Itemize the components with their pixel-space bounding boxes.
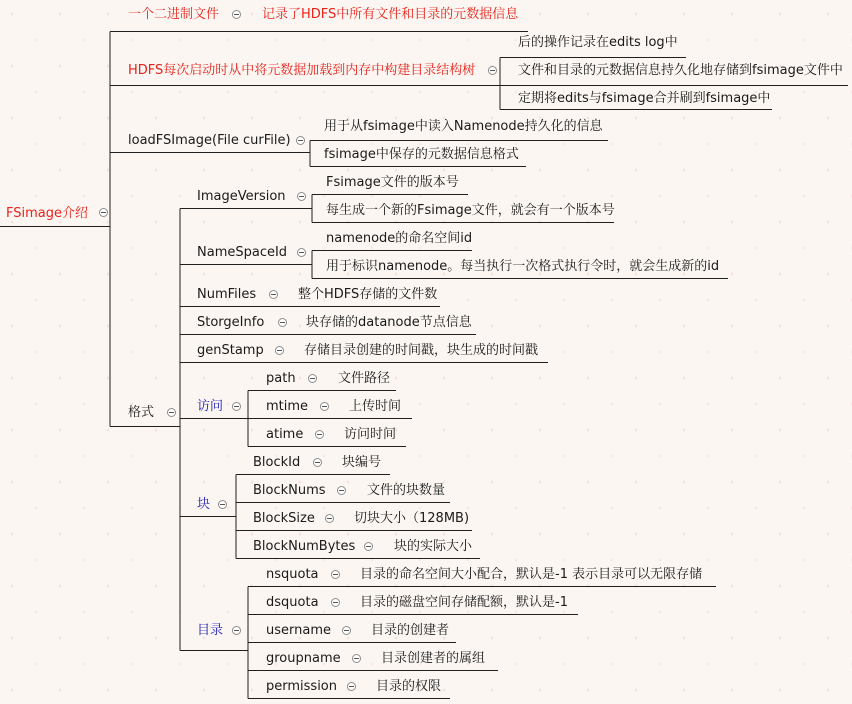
node-imageversion-desc2[interactable]: 每生成一个新的Fsimage文件，就会有一个版本号 xyxy=(326,203,615,218)
node-access-path[interactable]: path xyxy=(266,371,296,386)
node-namespaceid-desc1[interactable]: namenode的命名空间id xyxy=(326,231,473,246)
node-access[interactable]: 访问 xyxy=(197,399,224,414)
collapse-icon[interactable] xyxy=(347,682,356,691)
collapse-icon[interactable] xyxy=(232,10,241,19)
collapse-icon[interactable] xyxy=(232,402,241,411)
root-underline xyxy=(0,32,110,427)
node-blocknumbytes-desc[interactable]: 块的实际大小 xyxy=(394,539,473,554)
node-imageversion-desc1[interactable]: Fsimage文件的版本号 xyxy=(326,175,459,190)
collapse-icon[interactable] xyxy=(342,626,351,635)
node-username-desc[interactable]: 目录的创建者 xyxy=(371,623,450,638)
collapse-icon[interactable] xyxy=(313,458,322,467)
collapse-icon[interactable] xyxy=(488,66,497,75)
collapse-icon[interactable] xyxy=(275,346,284,355)
node-startup-merge[interactable]: 定期将edits与fsimage合并刷到fsimage中 xyxy=(518,91,771,106)
node-genstamp[interactable]: genStamp xyxy=(197,343,264,358)
collapse-icon[interactable] xyxy=(352,654,361,663)
collapse-icon[interactable] xyxy=(232,626,241,635)
node-nsquota-desc[interactable]: 目录的命名空间大小配合，默认是-1 表示目录可以无限存储 xyxy=(360,567,703,582)
collapse-icon[interactable] xyxy=(315,430,324,439)
node-blockid[interactable]: BlockId xyxy=(253,455,301,470)
collapse-icon[interactable] xyxy=(297,248,306,257)
node-loadfsimage-format[interactable]: fsimage中保存的元数据信息格式 xyxy=(324,147,519,162)
collapse-icon[interactable] xyxy=(269,290,278,299)
node-blocksize-desc[interactable]: 切块大小（128MB) xyxy=(354,511,470,526)
collapse-icon[interactable] xyxy=(278,318,287,327)
collapse-icon[interactable] xyxy=(308,374,317,383)
collapse-icon[interactable] xyxy=(218,500,227,509)
node-nsquota[interactable]: nsquota xyxy=(266,567,319,582)
collapse-icon[interactable] xyxy=(325,514,334,523)
node-access-atime-desc[interactable]: 访问时间 xyxy=(344,427,397,442)
node-genstamp-desc[interactable]: 存储目录创建的时间戳，块生成的时间戳 xyxy=(304,343,539,358)
root-node[interactable]: FSimage介绍 xyxy=(6,206,88,221)
node-directory[interactable]: 目录 xyxy=(197,623,224,638)
collapse-icon[interactable] xyxy=(296,136,305,145)
node-imageversion[interactable]: ImageVersion xyxy=(197,189,286,204)
node-loadfsimage-read[interactable]: 用于从fsimage中读入Namenode持久化的信息 xyxy=(324,119,603,134)
node-startup-load[interactable]: HDFS每次启动时从中将元数据加载到内存中构建目录结构树 xyxy=(128,63,476,78)
node-blocksize[interactable]: BlockSize xyxy=(253,511,315,526)
collapse-icon[interactable] xyxy=(297,192,306,201)
node-blocknums-desc[interactable]: 文件的块数量 xyxy=(367,483,446,498)
node-block[interactable]: 块 xyxy=(197,497,211,512)
node-binary-file-desc[interactable]: 记录了HDFS中所有文件和目录的元数据信息 xyxy=(262,7,519,22)
node-blocknums[interactable]: BlockNums xyxy=(253,483,326,498)
node-numfiles[interactable]: NumFiles xyxy=(197,287,257,302)
node-startup-persist[interactable]: 文件和目录的元数据信息持久化地存储到fsimage文件中 xyxy=(518,63,843,78)
node-groupname-desc[interactable]: 目录创建者的属组 xyxy=(381,651,486,666)
collapse-icon[interactable] xyxy=(331,570,340,579)
node-loadfsimage[interactable]: loadFSImage(File curFile) xyxy=(128,133,291,148)
collapse-icon[interactable] xyxy=(364,542,373,551)
node-groupname[interactable]: groupname xyxy=(266,651,341,666)
collapse-icon[interactable] xyxy=(337,486,346,495)
node-storgeinfo[interactable]: StorgeInfo xyxy=(197,315,265,330)
node-blocknumbytes[interactable]: BlockNumBytes xyxy=(253,539,356,554)
collapse-icon[interactable] xyxy=(331,598,340,607)
collapse-icon[interactable] xyxy=(320,402,329,411)
node-access-mtime-desc[interactable]: 上传时间 xyxy=(349,399,402,414)
collapse-icon[interactable] xyxy=(167,408,176,417)
node-binary-file[interactable]: 一个二进制文件 xyxy=(128,7,220,22)
node-access-mtime[interactable]: mtime xyxy=(266,399,309,414)
node-startup-edits[interactable]: 后的操作记录在edits log中 xyxy=(518,35,678,50)
node-dsquota[interactable]: dsquota xyxy=(266,595,319,610)
node-format[interactable]: 格式 xyxy=(128,405,155,420)
collapse-icon[interactable] xyxy=(99,208,108,217)
node-username[interactable]: username xyxy=(266,623,331,638)
node-namespaceid[interactable]: NameSpaceId xyxy=(197,245,288,260)
node-namespaceid-desc2[interactable]: 用于标识namenode。每当执行一次格式执行令时，就会生成新的id xyxy=(326,259,720,274)
node-permission-desc[interactable]: 目录的权限 xyxy=(376,679,442,694)
node-access-atime[interactable]: atime xyxy=(266,427,304,442)
node-access-path-desc[interactable]: 文件路径 xyxy=(338,371,391,386)
node-storgeinfo-desc[interactable]: 块存储的datanode节点信息 xyxy=(306,315,472,330)
node-dsquota-desc[interactable]: 目录的磁盘空间存储配额，默认是-1 xyxy=(360,595,568,610)
node-numfiles-desc[interactable]: 整个HDFS存储的文件数 xyxy=(298,287,438,302)
node-permission[interactable]: permission xyxy=(266,679,337,694)
node-blockid-desc[interactable]: 块编号 xyxy=(342,455,382,470)
